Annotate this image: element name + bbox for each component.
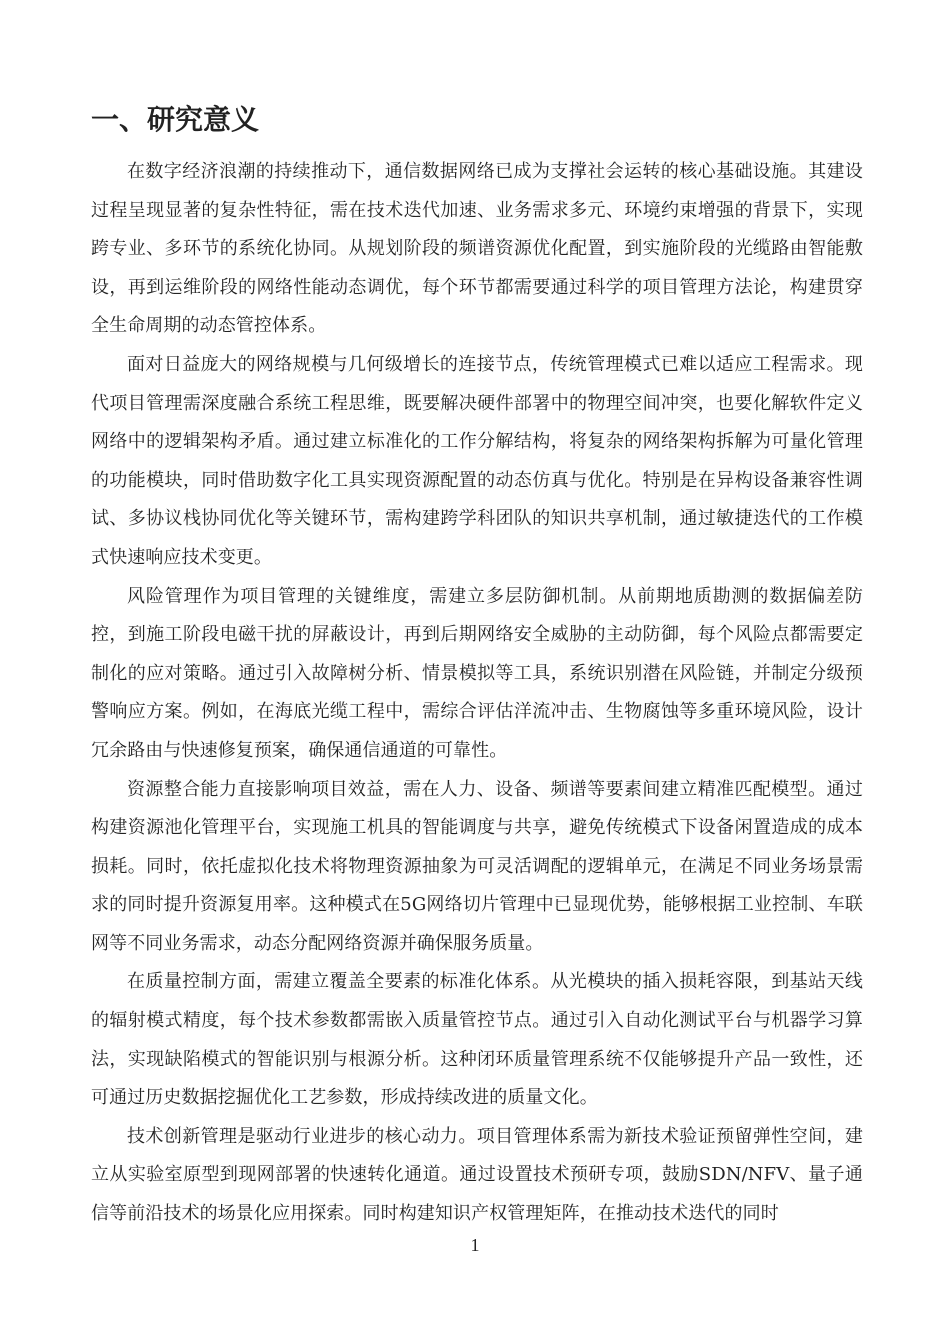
paragraph: 在数字经济浪潮的持续推动下，通信数据网络已成为支撑社会运转的核心基础设施。其建设过程呈现显著的复杂性特征，需在技术迭代加速、业务需求多元、环境约束增强的背景下，实现跨专业、多环节的系统化协同。从规划阶段的频谱资源优化配置，到实施阶段的光缆路由智能敷设，再到运维阶段的网络性能动态调优，每个环节都需要通过科学的项目管理方法论，构建贯穿全生命周期的动态管控体系。 [91, 161, 863, 337]
paragraph: 在质量控制方面，需建立覆盖全要素的标准化体系。从光模块的插入损耗容限，到基站天线的辐射模式精度，每个技术参数都需嵌入质量管控节点。通过引入自动化测试平台与机器学习算法，实现缺陷模式的智能识别与根源分析。这种闭环质量管理系统不仅能够提升产品一致性，还可通过历史数据挖掘优化工艺参数，形成持续改进的质量文化。 [91, 971, 863, 1109]
page-number: 1 [470, 1235, 480, 1255]
paragraph: 风险管理作为项目管理的关键维度，需建立多层防御机制。从前期地质勘测的数据偏差防控，到施工阶段电磁干扰的屏蔽设计，再到后期网络安全威胁的主动防御，每个风险点都需要定制化的应对策略。通过引入故障树分析、情景模拟等工具，系统识别潜在风险链，并制定分级预警响应方案。例如，在海底光缆工程中，需综合评估洋流冲击、生物腐蚀等多重环境风险，设计冗余路由与快速修复预案，确保通信通道的可靠性。 [91, 585, 863, 761]
body-text [91, 153, 863, 1234]
paragraph: 技术创新管理是驱动行业进步的核心动力。项目管理体系需为新技术验证预留弹性空间，建立从实验室原型到现网部署的快速转化通道。通过设置技术预研专项，鼓励SDN/NFV、量子通信等前沿技术的场景化应用探索。同时构建知识产权管理矩阵，在推动技术迭代的同时 [91, 1125, 863, 1225]
section-heading: 一、研究意义 [91, 103, 260, 136]
paragraph: 资源整合能力直接影响项目效益，需在人力、设备、频谱等要素间建立精准匹配模型。通过构建资源池化管理平台，实现施工机具的智能调度与共享，避免传统模式下设备闲置造成的成本损耗。同时，依托虚拟化技术将物理资源抽象为可灵活调配的逻辑单元，在满足不同业务场景需求的同时提升资源复用率。这种模式在5G网络切片管理中已显现优势，能够根据工业控制、车联网等不同业务需求，动态分配网络资源并确保服务质量。 [91, 778, 863, 954]
paragraph: 面对日益庞大的网络规模与几何级增长的连接节点，传统管理模式已难以适应工程需求。现代项目管理需深度融合系统工程思维，既要解决硬件部署中的物理空间冲突，也要化解软件定义网络中的逻辑架构矛盾。通过建立标准化的工作分解结构，将复杂的网络架构拆解为可量化管理的功能模块，同时借助数字化工具实现资源配置的动态仿真与优化。特别是在异构设备兼容性调试、多协议栈协同优化等关键环节，需构建跨学科团队的知识共享机制，通过敏捷迭代的工作模式快速响应技术变更。 [91, 353, 863, 568]
